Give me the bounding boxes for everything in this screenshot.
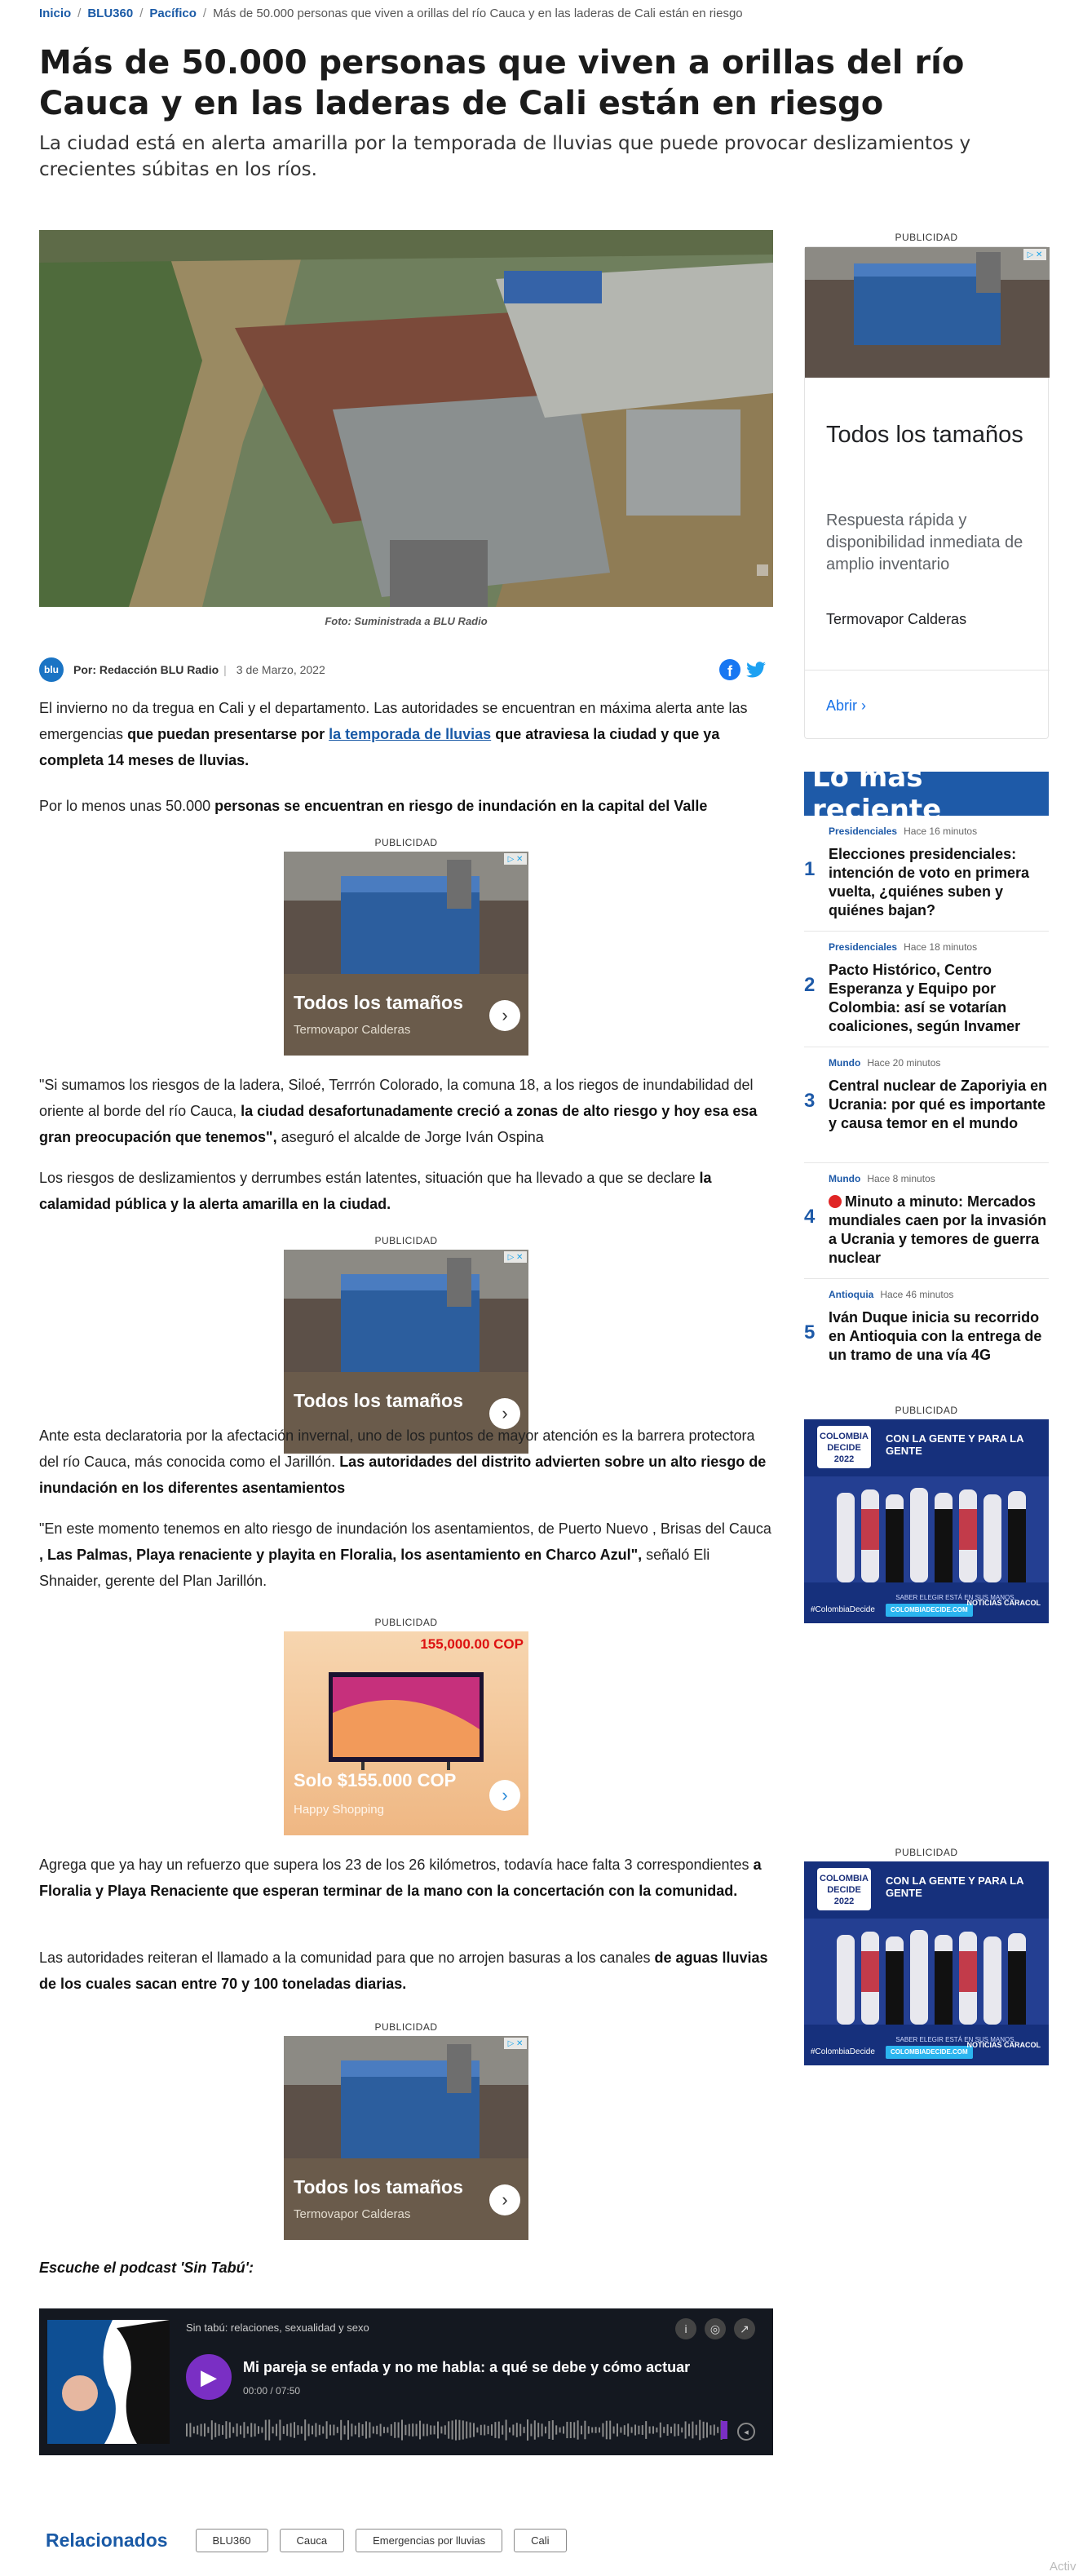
recent-meta: [829, 941, 977, 953]
recent-meta: [829, 1289, 953, 1300]
ad-label: PUBLICIDAD: [895, 1847, 958, 1858]
recent-time: Hace 46 minutos: [880, 1289, 954, 1300]
ad-open-label: Abrir: [826, 697, 858, 714]
paragraph-text: Ante esta declaratoria por la afectación invernal, uno de los puntos de mayor atención es la barrera protectora del río Cauca, más conocida como el Jarillón.: [39, 1427, 755, 1470]
recent-item[interactable]: [804, 1057, 1049, 1163]
chevron-right-icon[interactable]: ›: [489, 1000, 520, 1031]
ad-label: PUBLICIDAD: [374, 1617, 438, 1628]
ad-advertiser: Happy Shopping: [294, 1803, 384, 1817]
recent-item[interactable]: [804, 1289, 1049, 1395]
paragraph-text: Agrega que ya hay un refuerzo que supera los 23 de los 26 kilómetros, todavía hace falta 3 correspondientes: [39, 1857, 754, 1873]
author[interactable]: Por: Redacción BLU Radio: [73, 663, 219, 676]
chevron-right-icon[interactable]: ›: [489, 1780, 520, 1811]
podcast-player: [39, 2308, 773, 2455]
podcast-cover[interactable]: [47, 2320, 170, 2444]
tag-blu360[interactable]: BLU360: [196, 2529, 268, 2552]
paragraph-text: señaló Eli Shnaider, gerente del Plan Jarillón.: [39, 1547, 710, 1589]
recent-time: Hace 16 minutos: [904, 825, 978, 837]
recent-headline[interactable]: Central nuclear de Zaporiyia en Ucrania: por qué es importante y causa temor en el mundo: [829, 1078, 1048, 1131]
share-buttons: [719, 659, 767, 680]
banner-tagline: CON LA GENTE Y PARA LA GENTE: [886, 1432, 1024, 1457]
podcast-icon[interactable]: ◎: [705, 2318, 726, 2339]
paragraph-text: Por lo menos unas 50.000: [39, 798, 215, 814]
paragraph-bold: la calamidad pública y la alerta amarilla en la ciudad.: [39, 1170, 712, 1212]
recent-meta: [829, 825, 977, 837]
audio-waveform[interactable]: [186, 2418, 728, 2442]
colombia-decide-banner[interactable]: [804, 1419, 1049, 1623]
article-paragraph: [39, 1852, 773, 1904]
breadcrumb-separator: /: [202, 7, 207, 20]
live-dot-icon: [829, 1195, 842, 1208]
colombia-decide-banner[interactable]: [804, 1861, 1049, 2065]
ad-label: PUBLICIDAD: [374, 1235, 438, 1246]
recent-meta: [829, 1173, 935, 1184]
ad-title: Todos los tamaños: [294, 992, 463, 1013]
recent-category[interactable]: Mundo: [829, 1057, 861, 1069]
adchoices-icon[interactable]: ▷ ✕: [504, 1251, 527, 1263]
banner-tagline: CON LA GENTE Y PARA LA GENTE: [886, 1874, 1024, 1899]
facebook-icon[interactable]: f: [719, 659, 740, 680]
paragraph-bold: que puedan presentarse por: [127, 726, 329, 742]
ad-title: Solo $155.000 COP: [294, 1770, 457, 1790]
ad-title: Todos los tamaños: [826, 422, 1023, 448]
podcast-show: Sin tabú: relaciones, sexualidad y sexo: [186, 2321, 369, 2334]
paragraph-bold: , Las Palmas, Playa renaciente y playita en Floralia, los asentamiento en Charco Azul",: [39, 1547, 643, 1563]
ad-advertiser: Termovapor Calderas: [294, 1023, 411, 1037]
tv-price: 155,000.00 COP: [420, 1636, 524, 1652]
article-paragraph: [39, 793, 773, 819]
publish-date: 3 de Marzo, 2022: [236, 663, 325, 676]
related-tags: [46, 2529, 567, 2552]
breadcrumb-separator: /: [77, 7, 82, 20]
recent-number: 4: [804, 1206, 816, 1228]
paragraph-text: Las autoridades reiteran el llamado a la comunidad para que no arrojen basuras a los canales: [39, 1950, 655, 1966]
recent-category[interactable]: Presidenciales: [829, 941, 898, 953]
paragraph-bold: Las autoridades del distrito advierten sobre un alto riesgo de inundación en los diferentes asentamientos: [39, 1454, 767, 1496]
chevron-right-icon: ›: [861, 697, 867, 714]
caracol-logo: NOTICIAS CARACOL: [966, 2041, 1041, 2049]
tag-emergencias[interactable]: Emergencias por lluvias: [356, 2529, 502, 2552]
podcast-actions: [675, 2318, 755, 2339]
inline-ad[interactable]: [284, 852, 528, 1056]
inline-ad[interactable]: [284, 1250, 528, 1423]
recent-headline[interactable]: Elecciones presidenciales: intención de voto en primera vuelta, ¿quiénes suben y quiénes bajan?: [829, 846, 1030, 918]
recent-item[interactable]: [804, 1173, 1049, 1279]
volume-icon[interactable]: ◂: [737, 2423, 755, 2441]
paragraph-text: "Si sumamos los riesgos de la ladera, Siloé, Terrrón Colorado, la comuna 18, a los riegos de inundabilidad del oriente al borde del río Cauca,: [39, 1077, 754, 1119]
ad-label: PUBLICIDAD: [895, 232, 958, 243]
share-icon[interactable]: ↗: [734, 2318, 755, 2339]
adchoices-icon[interactable]: ▷ ✕: [1023, 249, 1046, 260]
article-paragraph: [39, 695, 773, 773]
ad-title: Todos los tamaños: [294, 2176, 463, 2198]
breadcrumb-separator: /: [139, 7, 144, 20]
tag-cali[interactable]: Cali: [514, 2529, 566, 2552]
flood-aerial-illustration: [39, 230, 773, 607]
info-icon[interactable]: i: [675, 2318, 696, 2339]
inline-ad[interactable]: [284, 2036, 528, 2240]
banner-hashtag: #ColombiaDecide: [811, 2047, 875, 2056]
ad-description: Respuesta rápida y disponibilidad inmediata de amplio inventario: [826, 511, 1023, 573]
temporada-lluvias-link[interactable]: la temporada de lluvias: [329, 726, 492, 742]
breadcrumb-pacifico[interactable]: Pacífico: [149, 7, 197, 20]
related-title: Relacionados: [46, 2530, 168, 2551]
recent-time: Hace 20 minutos: [867, 1057, 941, 1069]
paragraph-text: "En este momento tenemos en alto riesgo de inundación los asentamientos, de Puerto Nuevo , Brisas del Cauca: [39, 1520, 771, 1537]
blu-logo: blu: [39, 657, 64, 682]
ad-label: PUBLICIDAD: [374, 2021, 438, 2033]
tv-ad[interactable]: [284, 1631, 528, 1835]
colombia-decide-logo: COLOMBIA DECIDE 2022: [817, 1426, 871, 1468]
recent-headline[interactable]: Iván Duque inicia su recorrido en Antioquia con la entrega de un tramo de una vía 4G: [829, 1309, 1042, 1363]
paragraph-bold: personas se encuentran en riesgo de inundación en la capital del Valle: [214, 798, 708, 814]
banner-hashtag: #ColombiaDecide: [811, 1605, 875, 1614]
recent-category[interactable]: Mundo: [829, 1173, 861, 1184]
byline-separator: |: [223, 663, 227, 676]
page-subtitle: La ciudad está en alerta amarilla por la temporada de lluvias que puede provocar deslizamientos y crecientes súbitas en los ríos.: [39, 133, 971, 180]
recent-category[interactable]: Presidenciales: [829, 825, 898, 837]
recent-title: Lo más reciente: [804, 772, 1049, 816]
banner-url-button[interactable]: COLOMBIADECIDE.COM: [886, 2046, 973, 2059]
breadcrumb-current: Más de 50.000 personas que viven a orillas del río Cauca y en las laderas de Cali están en riesgo: [213, 7, 743, 20]
ad-advertiser: Termovapor Calderas: [294, 2207, 411, 2221]
article-paragraph: [39, 1072, 773, 1150]
ad-label: PUBLICIDAD: [374, 837, 438, 848]
breadcrumb-home[interactable]: Inicio: [39, 7, 72, 20]
tag-cauca[interactable]: Cauca: [280, 2529, 345, 2552]
paragraph-bold: que atraviesa la ciudad y que ya completa 14 meses de lluvias.: [39, 726, 720, 768]
play-icon[interactable]: ▶: [186, 2354, 232, 2400]
ad-advertiser: Termovapor Calderas: [826, 611, 967, 627]
recent-number: 1: [804, 858, 816, 880]
breadcrumb: [39, 7, 743, 20]
adchoices-icon[interactable]: ▷ ✕: [504, 2038, 527, 2049]
paragraph-text: Los riesgos de deslizamientos y derrumbes están latentes, situación que ha llevado a que se declare: [39, 1170, 700, 1186]
recent-item[interactable]: [804, 941, 1049, 1047]
breadcrumb-blu360[interactable]: BLU360: [87, 7, 134, 20]
recent-meta: [829, 1057, 940, 1069]
adchoices-icon[interactable]: ▷ ✕: [504, 853, 527, 865]
recent-headline[interactable]: [829, 1193, 1049, 1268]
banner-url-button[interactable]: COLOMBIADECIDE.COM: [886, 1604, 973, 1617]
twitter-icon[interactable]: [745, 659, 767, 680]
chevron-right-icon[interactable]: ›: [489, 2184, 520, 2215]
caracol-logo: NOTICIAS CARACOL: [966, 1599, 1041, 1607]
recent-headline[interactable]: Pacto Histórico, Centro Esperanza y Equipo por Colombia: así se votarían coaliciones, según Invamer: [829, 962, 1021, 1034]
recent-number: 3: [804, 1090, 816, 1112]
byline: [39, 656, 773, 684]
article-paragraph: [39, 1165, 773, 1217]
recent-time: Hace 8 minutos: [867, 1173, 935, 1184]
paragraph-bold: de aguas lluvias de los cuales sacan entre 70 y 100 toneladas diarias.: [39, 1950, 768, 1992]
recent-number: 5: [804, 1321, 816, 1343]
paragraph-bold: la ciudad desafortunadamente creció a zonas de alto riesgo y hoy esa esa gran preocupación que tenemos",: [39, 1103, 758, 1145]
activation-watermark: Activ: [1050, 2560, 1076, 2574]
ad-title: Todos los tamaños: [294, 1390, 463, 1411]
paragraph-bold: a Floralia y Playa Renaciente que esperan terminar de la mano con la concertación con la comunidad.: [39, 1857, 762, 1899]
photo-caption: Foto: Suministrada a BLU Radio: [325, 615, 488, 627]
sidebar-ad[interactable]: [804, 246, 1049, 739]
colombia-decide-logo: COLOMBIA DECIDE 2022: [817, 1868, 871, 1910]
banner-small-text: SABER ELEGIR ESTÁ EN SUS MANOS.: [895, 1594, 1016, 1601]
article-paragraph: [39, 1945, 773, 1997]
paragraph-text: aseguró el alcalde de Jorge Iván Ospina: [276, 1129, 544, 1145]
article-paragraph: [39, 1423, 773, 1501]
article-paragraph: [39, 1516, 773, 1594]
podcast-heading: Escuche el podcast 'Sin Tabú':: [39, 2260, 254, 2276]
page-title: Más de 50.000 personas que viven a orillas del río Cauca y en las laderas de Cali están en riesgo: [39, 44, 965, 122]
chevron-right-icon[interactable]: ›: [489, 1398, 520, 1429]
boiler-photo: [805, 247, 1050, 378]
banner-small-text: SABER ELEGIR ESTÁ EN SUS MANOS.: [895, 2036, 1016, 2043]
podcast-time: 00:00 / 07:50: [243, 2385, 301, 2397]
recent-number: 2: [804, 974, 816, 996]
ad-open-button[interactable]: [826, 697, 866, 715]
ad-label: PUBLICIDAD: [895, 1405, 958, 1416]
recent-headline-text: Minuto a minuto: Mercados mundiales caen por la invasión a Ucrania y temores de guerra nuclear: [829, 1193, 1047, 1266]
paragraph-text: El invierno no da tregua en Cali y el departamento. Las autoridades se encuentran en máxima alerta ante las emergencias: [39, 700, 748, 742]
divider: [805, 670, 1050, 671]
recent-time: Hace 18 minutos: [904, 941, 978, 953]
hero-photo[interactable]: [39, 230, 773, 607]
recent-item[interactable]: [804, 825, 1049, 932]
podcast-episode: Mi pareja se enfada y no me habla: a qué se debe y cómo actuar: [243, 2359, 691, 2375]
recent-category[interactable]: Antioquia: [829, 1289, 874, 1300]
